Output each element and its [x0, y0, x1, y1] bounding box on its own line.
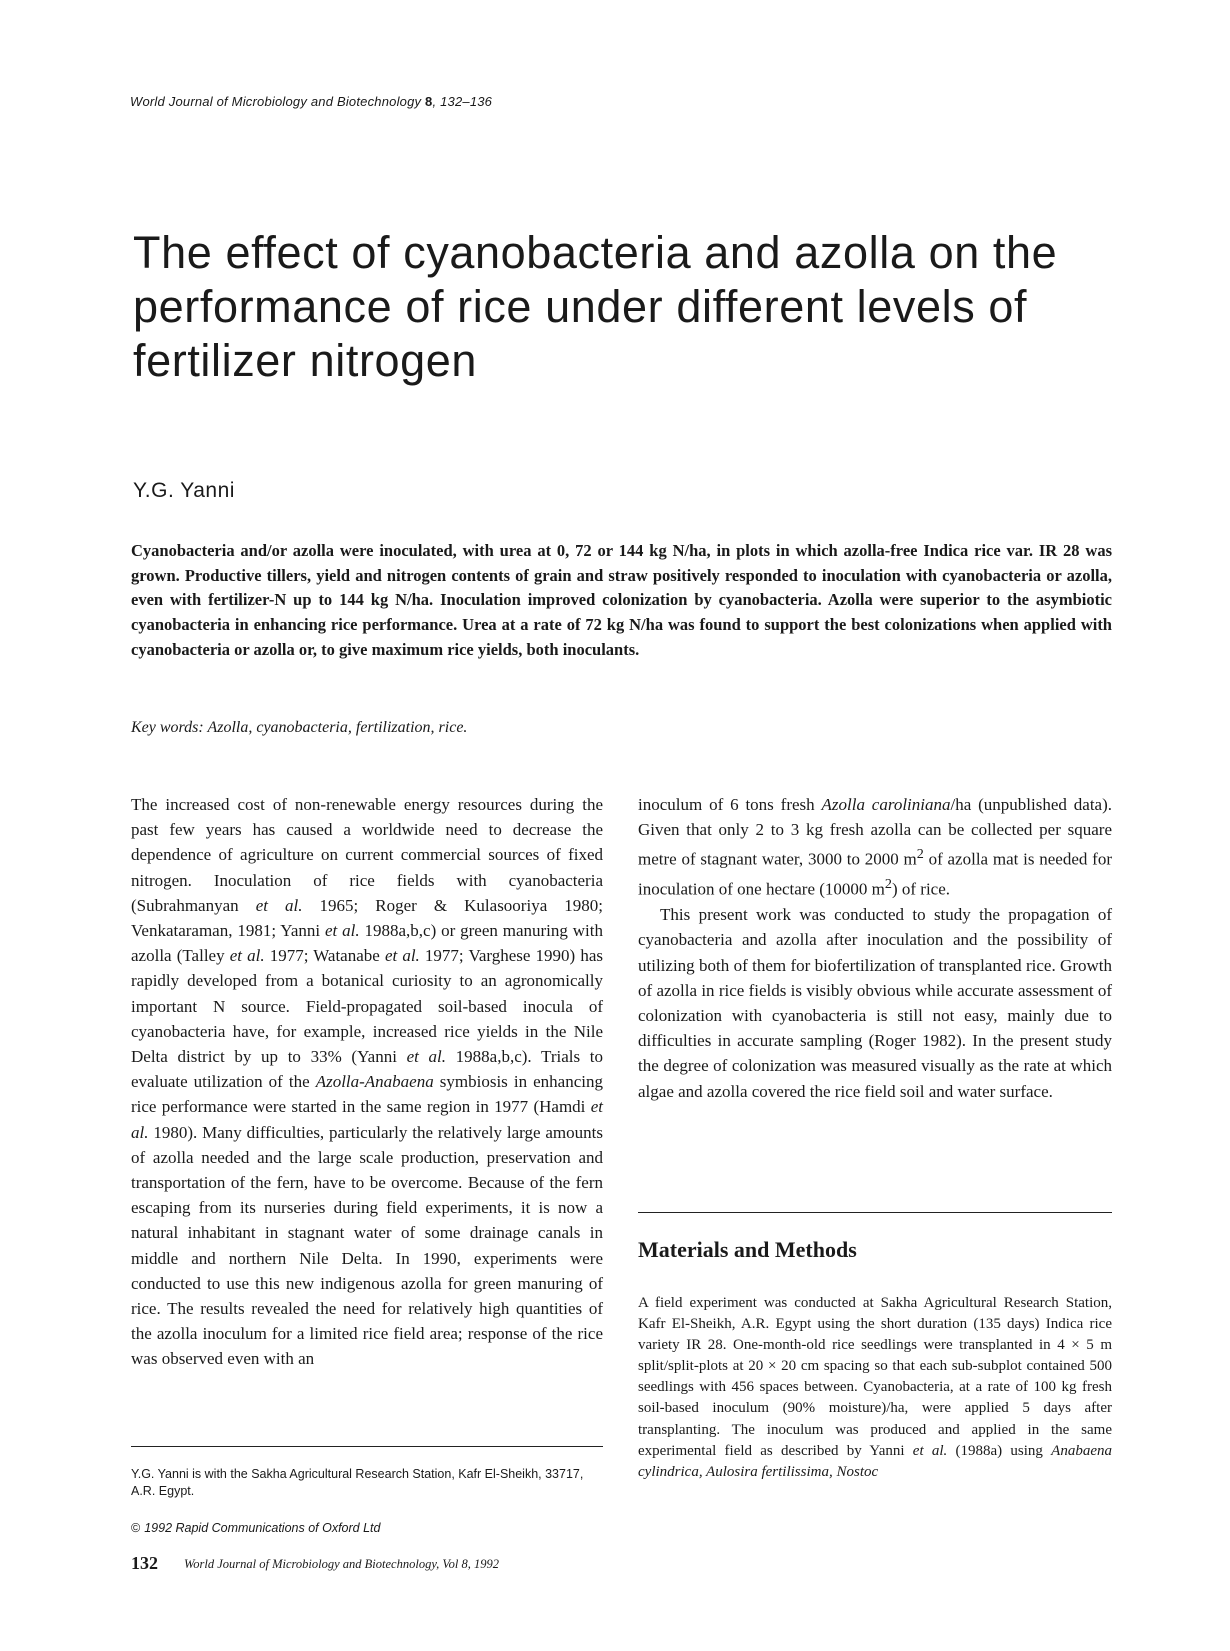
methods-heading: Materials and Methods — [638, 1237, 857, 1262]
copyright — [131, 1521, 380, 1535]
intro-column-left — [131, 792, 603, 1372]
page-number: 132 — [131, 1553, 158, 1573]
keywords — [131, 719, 467, 737]
intro-paragraph: The increased cost of non-renewable energy resources during the past few years has caused a worldwide need to decrease the dependence of agriculture on current commercial sources of fixed nitrogen. Inoculation of rice fields with cyanobacteria (Subrahmanyan et al. 1965; Roger & Kulasooriya 1980; Venkataraman, 1981; Yanni et al. 1988a,b,c) or green manuring with azolla (Talley et al. 1977; Watanabe et al. 1977; Varghese 1990) has rapidly developed from a botanical curiosity to an agronomically important N source. Field-propagated soil-based inocula of cyanobacteria have, for example, increased rice yields in the Nile Delta district by up to 33% (Yanni et al. 1988a,b,c). Trials to evaluate utilization of the Azolla-Anabaena symbiosis in enhancing rice performance were started in the same region in 1977 (Hamdi et al. 1980). Many difficulties, particularly the relatively large amounts of azolla needed and the large scale production, preservation and transportation of the fern, have to be overcome. Because of the fern escaping from its nurseries during field experiments, it is now a natural inhabitant in stagnant water of some drainage canals in middle and northern Nile Delta. In 1990, experiments were conducted to use this new indigenous azolla for green manuring of rice. The results revealed the need for relatively high quantities of the azolla inoculum for a limited rice field area; response of the rice was observed even with an — [131, 795, 604, 1369]
species-name: Azolla caroliniana — [821, 795, 951, 814]
species-list: Anabaena cylindrica, Aulosira fertilissima, Nostoc — [638, 1442, 1112, 1480]
footer-citation: World Journal of Microbiology and Biotechnology, Vol 8, 1992 — [184, 1557, 500, 1571]
symbiosis-name: Azolla-Anabaena — [315, 1072, 434, 1092]
intro-paragraph-continued: inoculum of 6 tons fresh Azolla caroliniana/ha (unpublished data). Given that only 2 to 3 kg fresh azolla can be collected per square metre of stagnant water, 3000 to 2000 $m^2$ of azolla mat is needed for inoculation of one hectare (10000 $m^2$) of rice. — [638, 795, 1112, 899]
keywords-terms: Azolla, cyanobacteria, fertilization, rice. — [207, 719, 468, 736]
section-divider — [638, 1212, 1112, 1213]
copyright-symbol: © — [131, 1521, 141, 1535]
intro-column-right — [638, 792, 1112, 1104]
journal-name: World Journal of Microbiology and Biotechnology — [130, 94, 422, 109]
copyright-text: 1992 Rapid Communications of Oxford Ltd — [144, 1521, 381, 1535]
keywords-label: Key words: — [131, 719, 204, 736]
author-affiliation-footnote: Y.G. Yanni is with the Sakha Agricultural Research Station, Kafr El-Sheikh, 33717, A.R. Egypt. — [131, 1467, 584, 1498]
footnote-rule — [131, 1446, 603, 1447]
running-head: World Journal of Microbiology and Biotechnology 8, 132–136 — [130, 94, 493, 109]
article-title: The effect of cyanobacteria and azolla on the performance of rice under different levels of fertilizer nitrogen — [133, 227, 1058, 386]
author-name: Y.G. Yanni — [133, 479, 235, 502]
journal-volume: 8 — [425, 94, 433, 109]
abstract: Cyanobacteria and/or azolla were inoculated, with urea at 0, 72 or 144 kg N/ha, in plots in which azolla-free Indica rice var. IR 28 was grown. Productive tillers, yield and nitrogen contents of grain and straw positively responded to inoculation with cyanobacteria or azolla, even with fertilizer-N up to 144 kg N/ha. Inoculation improved colonization by cyanobacteria. Azolla were superior to the asymbiotic cyanobacteria in enhancing rice performance. Urea at a rate of 72 kg N/ha was found to support the best colonizations when applied with cyanobacteria or azolla or, to give maximum rice yields, both inoculants. — [131, 541, 1112, 659]
methods-paragraph: A field experiment was conducted at Sakha Agricultural Research Station, Kafr El-Sheikh, A.R. Egypt using the short duration (135 days) Indica rice variety IR 28. One-month-old rice seedlings were transplanted in 4 × 5 m split/split-plots at 20 × 20 cm spacing so that each sub-subplot contained 500 seedlings with 456 spaces between. Cyanobacteria, at a rate of 100 kg fresh soil-based inoculum (90% moisture)/ha, were applied 5 days after transplanting. The inoculum was produced and applied in the same experimental field as described by Yanni et al. (1988a) using Anabaena cylindrica, Aulosira fertilissima, Nostoc — [638, 1295, 1112, 1480]
journal-pages: 132–136 — [440, 94, 493, 109]
intro-paragraph-2: This present work was conducted to study the propagation of cyanobacteria and azolla after inoculation and the possibility of utilizing both of them for biofertilization of transplanted rice. Growth of azolla in rice fields is visibly obvious while accurate assessment of colonization with cyanobacteria is still not easy, mainly due to difficulties in accurate sampling (Roger 1982). In the present study the degree of colonization was measured visually as the rate at which algae and azolla covered the rice field soil and water surface. — [638, 905, 1112, 1101]
